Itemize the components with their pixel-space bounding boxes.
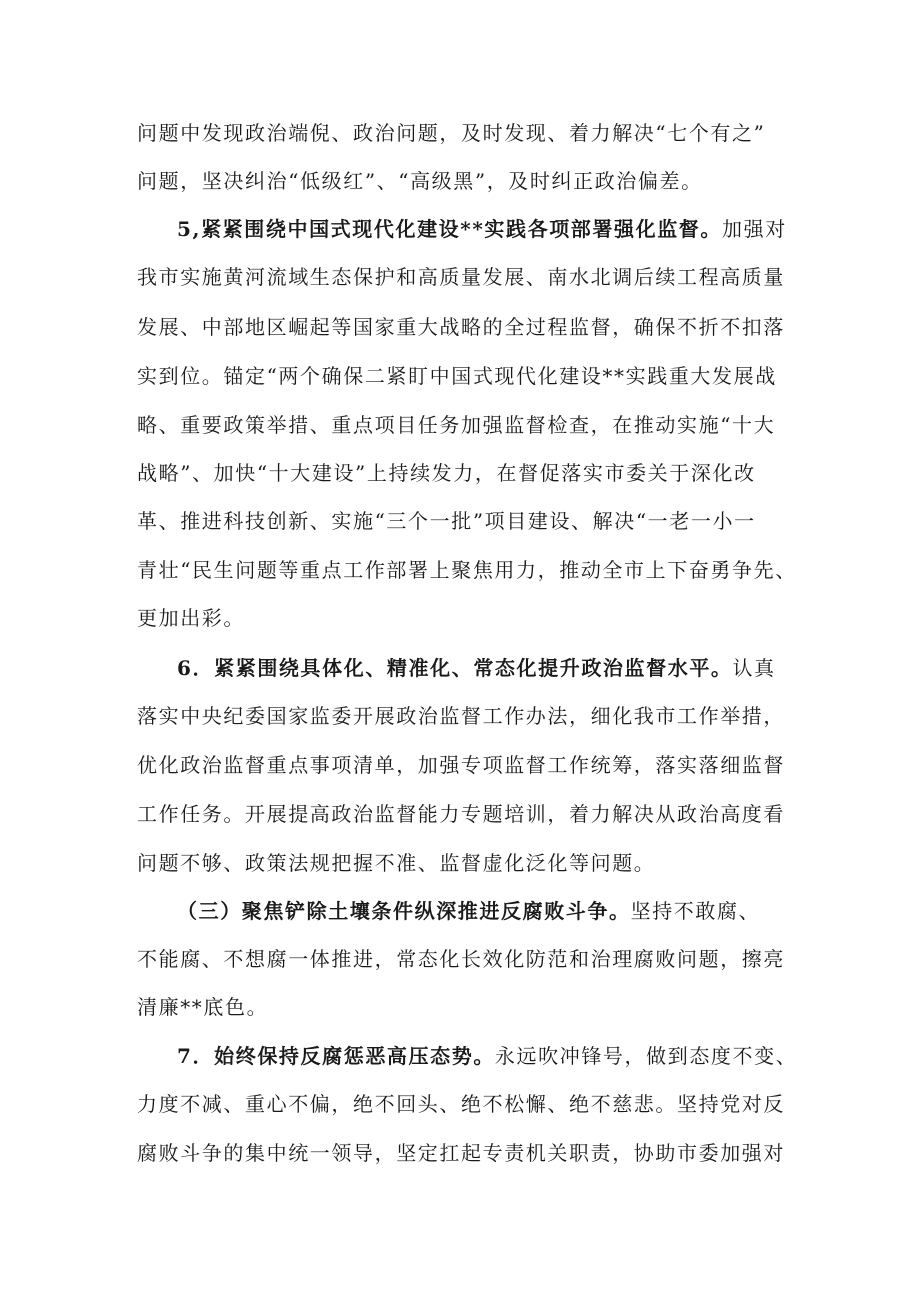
line-text: 落实中央纪委国家监委开展政治监督工作办法，细化我市工作举措， (137, 704, 785, 728)
line-text: 更加出彩。 (137, 606, 245, 630)
text-line (137, 507, 817, 535)
line-text: 问题中发现政治端倪、政治问题，及时发现、着力解决“七个有之” (137, 121, 766, 145)
section-heading-6 (177, 654, 817, 682)
line-text: 腐败斗争的集中统一领导，坚定扛起专责机关职责，协助市委加强对 (137, 1141, 785, 1165)
line-text: 永远吹冲锋号，做到态度不变、 (494, 1044, 798, 1068)
line-text: 青壮“民生问题等重点工作部署上聚焦用力，推动全市上下奋勇争先、 (137, 558, 797, 582)
line-text: 问题，坚决纠治“低级红”、“高级黑”，及时纠正政治偏差。 (137, 169, 703, 193)
section-heading-7 (177, 1042, 817, 1070)
line-text: 发展、中部地区崛起等国家重大战略的全过程监督，确保不折不扣落 (137, 315, 785, 339)
line-text: 力度不减、重心不偏，绝不回头、绝不松懈、绝不慈悲。坚持党对反 (137, 1092, 785, 1116)
text-line (137, 411, 817, 439)
line-text: 认真 (732, 656, 776, 680)
text-line (137, 604, 817, 632)
line-heading: 7．始终保持反腐惩恶高压态势。 (177, 1044, 495, 1068)
line-text: 优化政治监督重点事项清单，加强专项监督工作统筹，落实落细监督 (137, 753, 785, 777)
line-text: 清廉**底色。 (137, 995, 269, 1019)
line-heading: 5,紧紧围绕中国式现代化建设**实践各项部署强化监督。 (177, 217, 722, 241)
line-text: 实到位。锚定“两个确保二紧盯中国式现代化建设**实践重大发展战 (137, 364, 777, 388)
section-heading-3 (177, 897, 817, 925)
text-line (137, 849, 817, 877)
text-line (137, 119, 817, 147)
text-line (137, 313, 817, 341)
line-text: 坚持不敢腐、 (630, 899, 761, 923)
text-line (137, 362, 817, 390)
line-heading: （三）聚焦铲除土壤条件纵深推进反腐败斗争。 (177, 899, 631, 923)
line-text: 不能腐、不想腐一体推进，常态化长效化防范和治理腐败问题，擦亮 (137, 947, 785, 971)
line-text: 工作任务。开展提高政治监督能力专题培训，着力解决从政治高度看 (137, 802, 785, 826)
line-text: 我市实施黄河流域生态保护和高质量发展、南水北调后续工程高质量 (137, 265, 785, 289)
line-heading: 6．紧紧围绕具体化、精准化、常态化提升政治监督水平。 (177, 656, 733, 680)
text-line (137, 167, 817, 195)
text-line (137, 459, 817, 487)
line-text: 略、重要政策举措、重点项目任务加强监督检查，在推动实施“十大 (137, 413, 776, 437)
text-line (137, 702, 817, 730)
line-text: 问题不够、政策法规把握不准、监督虚化泛化等问题。 (137, 851, 656, 875)
text-line (137, 263, 817, 291)
line-text: 战略”、加快“十大建设”上持续发力，在督促落实市委关于深化改 (137, 461, 756, 485)
line-text: 加强对 (722, 217, 787, 241)
line-text: 革、推进科技创新、实施“三个一批”项目建设、解决“一老一小一 (137, 509, 756, 533)
text-line (137, 993, 817, 1021)
text-line (137, 1090, 817, 1118)
section-heading-5 (177, 215, 817, 243)
text-line (137, 1139, 817, 1167)
text-line (137, 556, 817, 584)
text-line (137, 800, 817, 828)
text-line (137, 751, 817, 779)
text-line (137, 945, 817, 973)
